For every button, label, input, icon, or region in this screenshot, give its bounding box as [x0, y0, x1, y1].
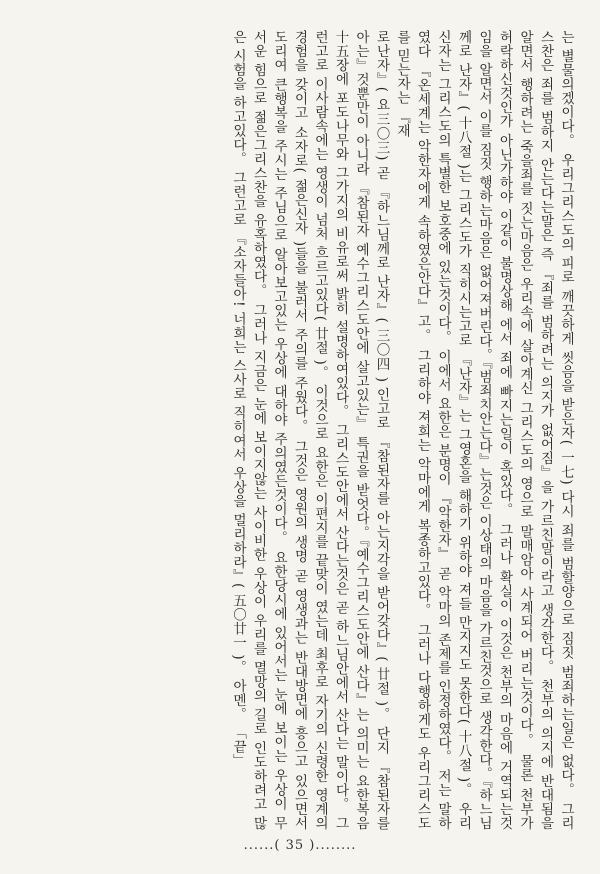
vertical-text-body — [40, 30, 576, 830]
page-number: ......( 35 )........ — [243, 838, 357, 853]
paragraph-second: 로난자』( 요三〇三) 곧 『하느님께로 난자』( 三〇四 ) 인고로 『참된자를 아는지각을 받어갖다』( 廿절 )。 단지 『참된자를 아는』것뿐만이 아니라 『참된자 예수그리스도안에 살고있는』 특권을 받엇다。『예수그리스도안에 산다』는 의미는 요한복음 十五장에 포도나무와 그가지의 비유로써 밝히 설명하여있다。 그리스도안에서 산다는것은 곧 하느님안에서 산다는 말이다。 그런고로 이사람속에는 영생이 넘처 흐르고있다( 廿절 )。 이것으로 요한은 이편지를 끝맞이 였는데 최후로 자기의 신령한 영계의 경험을 갖이고 소자로( 젊은신자 )들을 불러서 주의를 주웠다。 그것은 영원의 생명 곧 영생과는 반대방면에 흥으고 있으면서 도리여 큰행복을 주시는 주님으로 알아보고있는 우상에 대하야 주의였든것이다。 요한당시에 있어서는 눈에 보이는 우상이 무서운 힘으로 젊은그리스찬을 유혹하였다。 그러나 지금은 눈에 보이지않는 사이비한 우상이 우리를 멸망의 길로 인도하려고 많은 시험을 하고있다。 그런고로 『소자들아! 너희는 스사로 직히여서 우상을 멀리하라』( 五〇廿一 )。 아멘。 「끝」 — [230, 30, 390, 830]
paragraph-first: 는 별물의겠이다。 우리그리스도의 피로 깨끗하게 씻음을 받은자( 一七) 다시 죄를 범할양으로 짐짓 범죄하는일은 없다。 그리스찬은 죄를 범하지 안는다는말은 즉 『죄를 범하려는 의지가 없어짐』을 가르친말이라고 생각한다。 천부의 의지에 반대됨을 알면서 행하려는 죽을죄를 짓는마음은 우리속에 살아계신 그리스도의 영으로 말매암아 사계되어 버리는것이다。 물론 천부가 허락하신것인가 아닌가하야 이같이 불명상해 에서 죄에 빠지는일이 혹있다。 그러나 확실이 이것은 천부의 마음에 거역되는것임을 알면서 이를 짐짓 행하는마음은 없어져버린다。『범죄치안는다』는것은 이상태의 마음을 가르친것으로 생각한다。『하느님께로 난자』( 十八절 )는 그리스도가 직히시는고로 『난자』는 그영혼을 해하기 위하야 져들 만지지도 못한다( 十八절 )。 우리신자는 그리스도의 특별한 보호중에 있는것이다。 이에서 요한은 분명이 『악한자』 곧 악마의 존제를 인정하였다。 저는 말하였다 『온세계는 악한자에게 속하였은안다』고。 그리하야 져희는 악마에게 복종하고있다。 그러나 다행하게도 우리그리스도를 믿는자는 『재 — [394, 30, 574, 830]
